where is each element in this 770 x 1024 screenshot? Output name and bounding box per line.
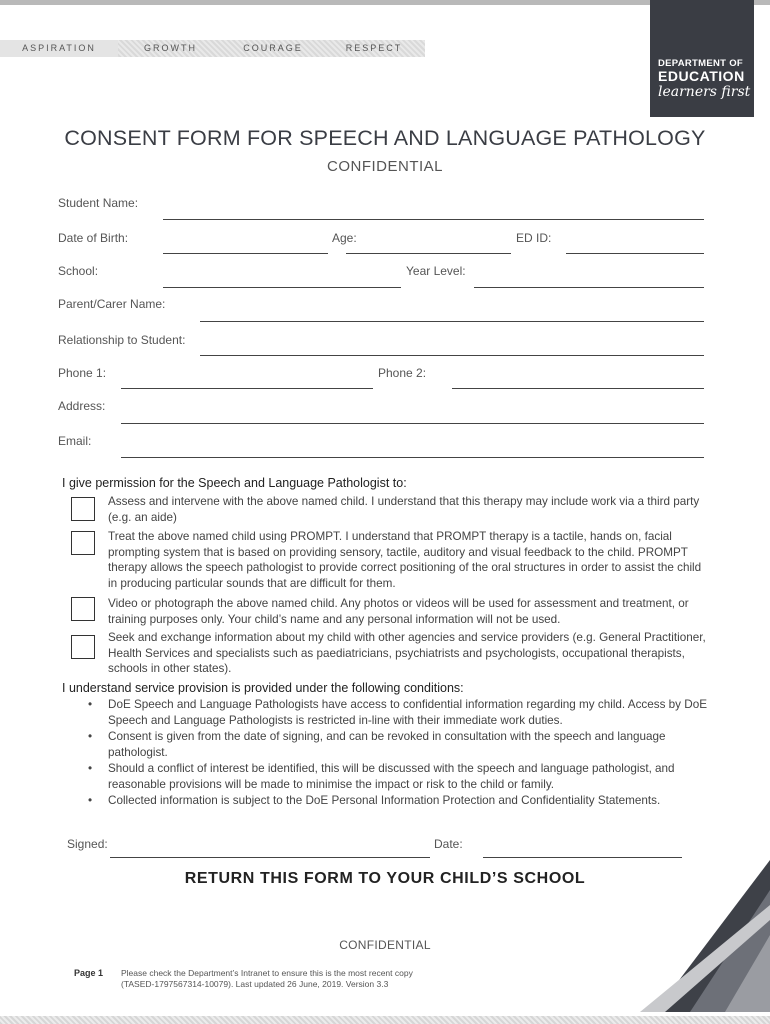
student-name-label: Student Name: <box>58 196 139 210</box>
value-growth: GROWTH <box>144 43 197 53</box>
school-field[interactable] <box>163 287 401 288</box>
values-bar <box>0 40 425 57</box>
permission-item-prompt: Treat the above named child using PROMPT. I understand that PROMPT therapy is a tactile, hands on, facial prompting system that is based on providing sensory, tactile, auditory and visual feedback to the child. PROMPT therapy allows the speech pathologist to provide correct positioning of the oral structures in order to assist the child in producing particular sounds that are difficult for them. <box>108 530 702 590</box>
condition-text: Consent is given from the date of signing, and can be revoked in consultation with the speech and language pathologist. <box>108 730 666 759</box>
phone2-label: Phone 2: <box>378 366 427 380</box>
year-level-label: Year Level: <box>406 264 466 278</box>
dob-label: Date of Birth: <box>58 231 129 245</box>
signature-field[interactable] <box>110 857 430 858</box>
phone2-field[interactable] <box>452 388 704 389</box>
condition-text: Collected information is subject to the DoE Personal Information Protection and Confidentiality Statements. <box>108 794 661 807</box>
address-field[interactable] <box>121 423 704 424</box>
consent-checkbox-prompt[interactable] <box>71 531 95 555</box>
condition-text: Should a conflict of interest be identified, this will be discussed with the speech and language pathologist, and reasonable provisions will be made to minimise the impact or risk to the child or family. <box>108 762 675 791</box>
permission-heading: I give permission for the Speech and Language Pathologist to: <box>62 476 407 490</box>
logo-line-1: DEPARTMENT OF <box>658 58 743 69</box>
parent-name-label: Parent/Carer Name: <box>58 297 166 311</box>
consent-checkbox-exchange[interactable] <box>71 635 95 659</box>
form-subtitle: CONFIDENTIAL <box>326 158 443 175</box>
bullet-icon: • <box>88 762 93 775</box>
date-field[interactable] <box>483 857 682 858</box>
footer-note-line-2: (TASED-1797567314-10079). Last updated 26 June, 2019. Version 3.3 <box>121 979 389 989</box>
phone1-field[interactable] <box>121 388 373 389</box>
student-name-field[interactable] <box>163 219 704 220</box>
phone1-label: Phone 1: <box>58 366 107 380</box>
value-aspiration: ASPIRATION <box>0 40 118 57</box>
footer-note <box>121 968 413 990</box>
consent-checkbox-video[interactable] <box>71 597 95 621</box>
bullet-icon: • <box>88 730 93 743</box>
permission-item-video: Video or photograph the above named child. Any photos or videos will be used for assessment and treatment, or training purposes only. Your child’s name and any personal information will not be used. <box>108 597 689 626</box>
age-label: Age: <box>332 231 357 245</box>
parent-name-field[interactable] <box>200 321 704 322</box>
logo-line-2: EDUCATION <box>658 68 745 84</box>
year-level-field[interactable] <box>474 287 704 288</box>
ed-id-label: ED ID: <box>516 231 552 245</box>
address-label: Address: <box>58 399 106 413</box>
footer-confidential: CONFIDENTIAL <box>339 938 431 952</box>
bullet-icon: • <box>88 794 93 807</box>
value-courage: COURAGE <box>243 43 303 53</box>
conditions-heading: I understand service provision is provided under the following conditions: <box>62 681 464 695</box>
relationship-field[interactable] <box>200 355 704 356</box>
page-number: Page 1 <box>74 968 104 978</box>
value-respect: RESPECT <box>345 43 403 53</box>
permission-item-assess: Assess and intervene with the above named child. I understand that this therapy may include work via a third party (e.g. an aide) <box>108 495 700 524</box>
bottom-strip <box>0 1016 770 1024</box>
date-label: Date: <box>434 837 463 851</box>
email-label: Email: <box>58 434 92 448</box>
form-title: CONSENT FORM FOR SPEECH AND LANGUAGE PATHOLOGY <box>64 126 706 150</box>
department-logo <box>650 0 754 117</box>
conditions-list <box>62 697 717 809</box>
relationship-label: Relationship to Student: <box>58 333 186 347</box>
return-notice: RETURN THIS FORM TO YOUR CHILD’S SCHOOL <box>184 870 586 887</box>
condition-item <box>62 697 717 729</box>
signed-label: Signed: <box>67 837 108 851</box>
school-label: School: <box>58 264 99 278</box>
condition-text: DoE Speech and Language Pathologists have access to confidential information regarding my child. Access by DoE Speech and Language Pathologists is restricted in-line with their immediate work duties. <box>108 698 708 727</box>
ed-id-field[interactable] <box>566 253 704 254</box>
age-field[interactable] <box>346 253 511 254</box>
condition-item <box>62 761 717 793</box>
bullet-icon: • <box>88 698 93 711</box>
logo-tagline: learners first <box>658 84 751 100</box>
dob-field[interactable] <box>163 253 328 254</box>
email-field[interactable] <box>121 457 704 458</box>
consent-checkbox-assess[interactable] <box>71 497 95 521</box>
condition-item <box>62 729 717 761</box>
permission-item-exchange: Seek and exchange information about my child with other agencies and service providers (e.g. General Practitioner, Health Services and specialists such as paediatricians, psychiatrists and psychologists, occupational therapists, schools in other states). <box>108 631 706 675</box>
condition-item <box>62 793 717 809</box>
footer-note-line-1: Please check the Department’s Intranet to ensure this is the most recent copy <box>121 968 413 978</box>
